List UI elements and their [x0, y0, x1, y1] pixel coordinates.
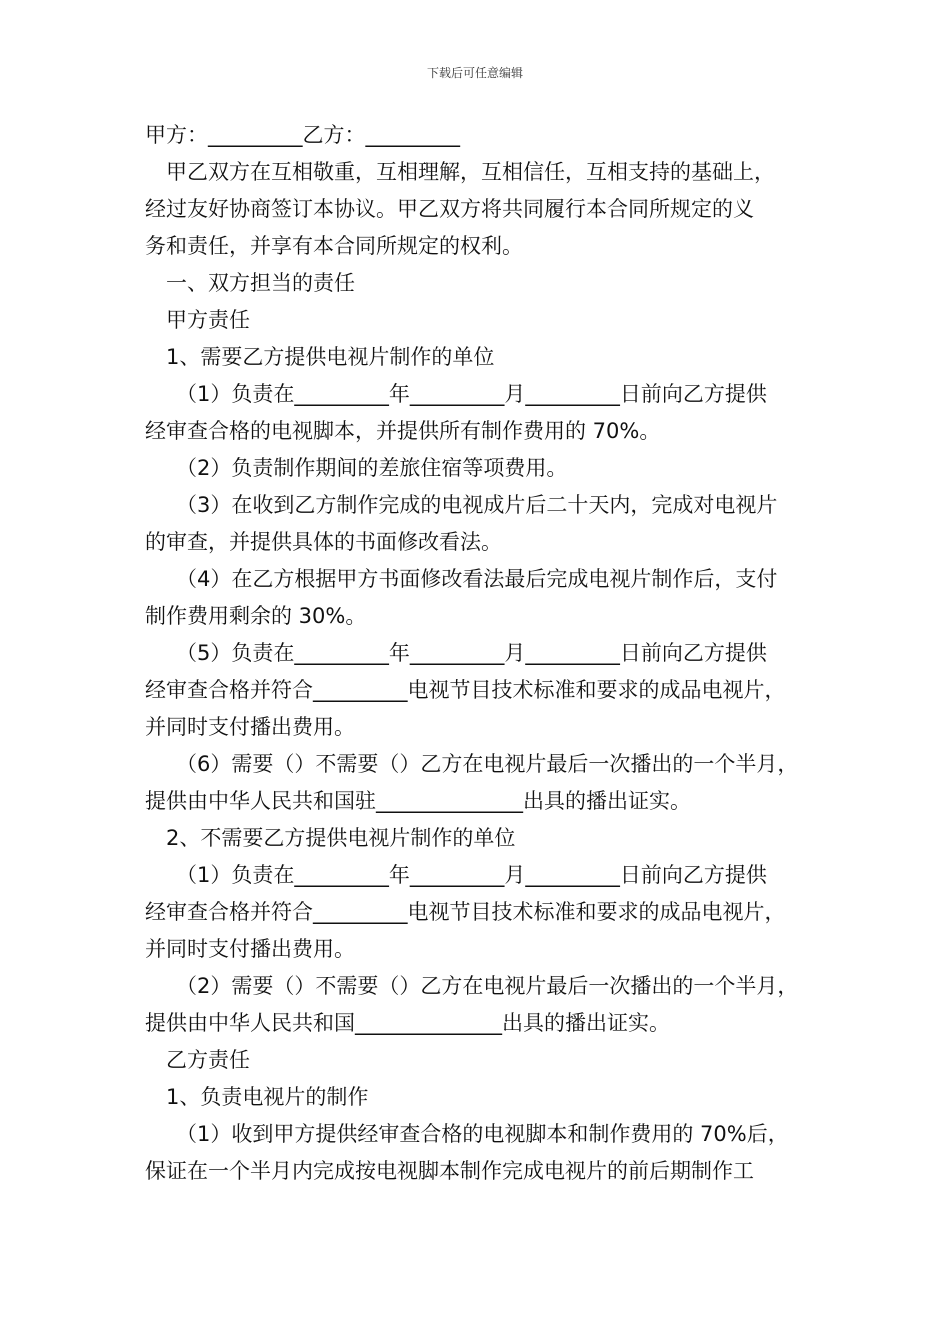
paragraph-line: 经过友好协商签订本协议。甲乙双方将共同履行本合同所规定的义 [145, 197, 754, 221]
clause-line: 并同时支付播出费用。 [145, 715, 355, 739]
clause-line: （1）收到甲方提供经审查合格的电视脚本和制作费用的 70%后， [176, 1122, 789, 1146]
clause-line: 提供由中华人民共和国驻______________出具的播出证实。 [145, 789, 691, 813]
clause-line: 保证在一个半月内完成按电视脚本制作完成电视片的前后期制作工 [145, 1159, 754, 1183]
clause-line: 经审查合格并符合_________电视节目技术标准和要求的成品电视片， [145, 900, 786, 924]
clause-line: 并同时支付播出费用。 [145, 937, 355, 961]
clause-line: 提供由中华人民共和国______________出具的播出证实。 [145, 1011, 670, 1035]
parties-line: 甲方：_________乙方：_________ [145, 123, 460, 147]
subsection-heading: 乙方责任 [166, 1048, 250, 1072]
section-heading: 一、双方担当的责任 [166, 271, 355, 295]
clause-line: （2）负责制作期间的差旅住宿等项费用。 [176, 456, 568, 480]
clause-line: （1）负责在_________年_________月_________日前向乙方提供 [176, 863, 767, 887]
paragraph-line: 甲乙双方在互相敬重，互相理解，互相信任，互相支持的基础上， [166, 160, 775, 184]
subsection-heading: 甲方责任 [166, 308, 250, 332]
clause-line: （2）需要（）不需要（）乙方在电视片最后一次播出的一个半月， [176, 974, 799, 998]
paragraph-line: 务和责任，并享有本合同所规定的权利。 [145, 234, 523, 258]
clause-line: （4）在乙方根据甲方书面修改看法最后完成电视片制作后，支付 [176, 567, 778, 591]
clause-line: 制作费用剩余的 30%。 [145, 604, 367, 628]
clause-heading: 1、负责电视片的制作 [166, 1085, 369, 1109]
clause-line: （1）负责在_________年_________月_________日前向乙方提供 [176, 382, 767, 406]
clause-line: 的审查，并提供具体的书面修改看法。 [145, 530, 502, 554]
clause-line: （6）需要（）不需要（）乙方在电视片最后一次播出的一个半月， [176, 752, 799, 776]
clause-line: 经审查合格并符合_________电视节目技术标准和要求的成品电视片， [145, 678, 786, 702]
clause-line: （3）在收到乙方制作完成的电视成片后二十天内，完成对电视片 [176, 493, 778, 517]
page-header: 下载后可任意编辑 [426, 66, 523, 80]
clause-line: 经审查合格的电视脚本，并提供所有制作费用的 70%。 [145, 419, 661, 443]
clause-heading: 1、需要乙方提供电视片制作的单位 [166, 345, 495, 369]
clause-heading: 2、不需要乙方提供电视片制作的单位 [166, 826, 516, 850]
contract-body [145, 117, 825, 1190]
clause-line: （5）负责在_________年_________月_________日前向乙方提供 [176, 641, 767, 665]
